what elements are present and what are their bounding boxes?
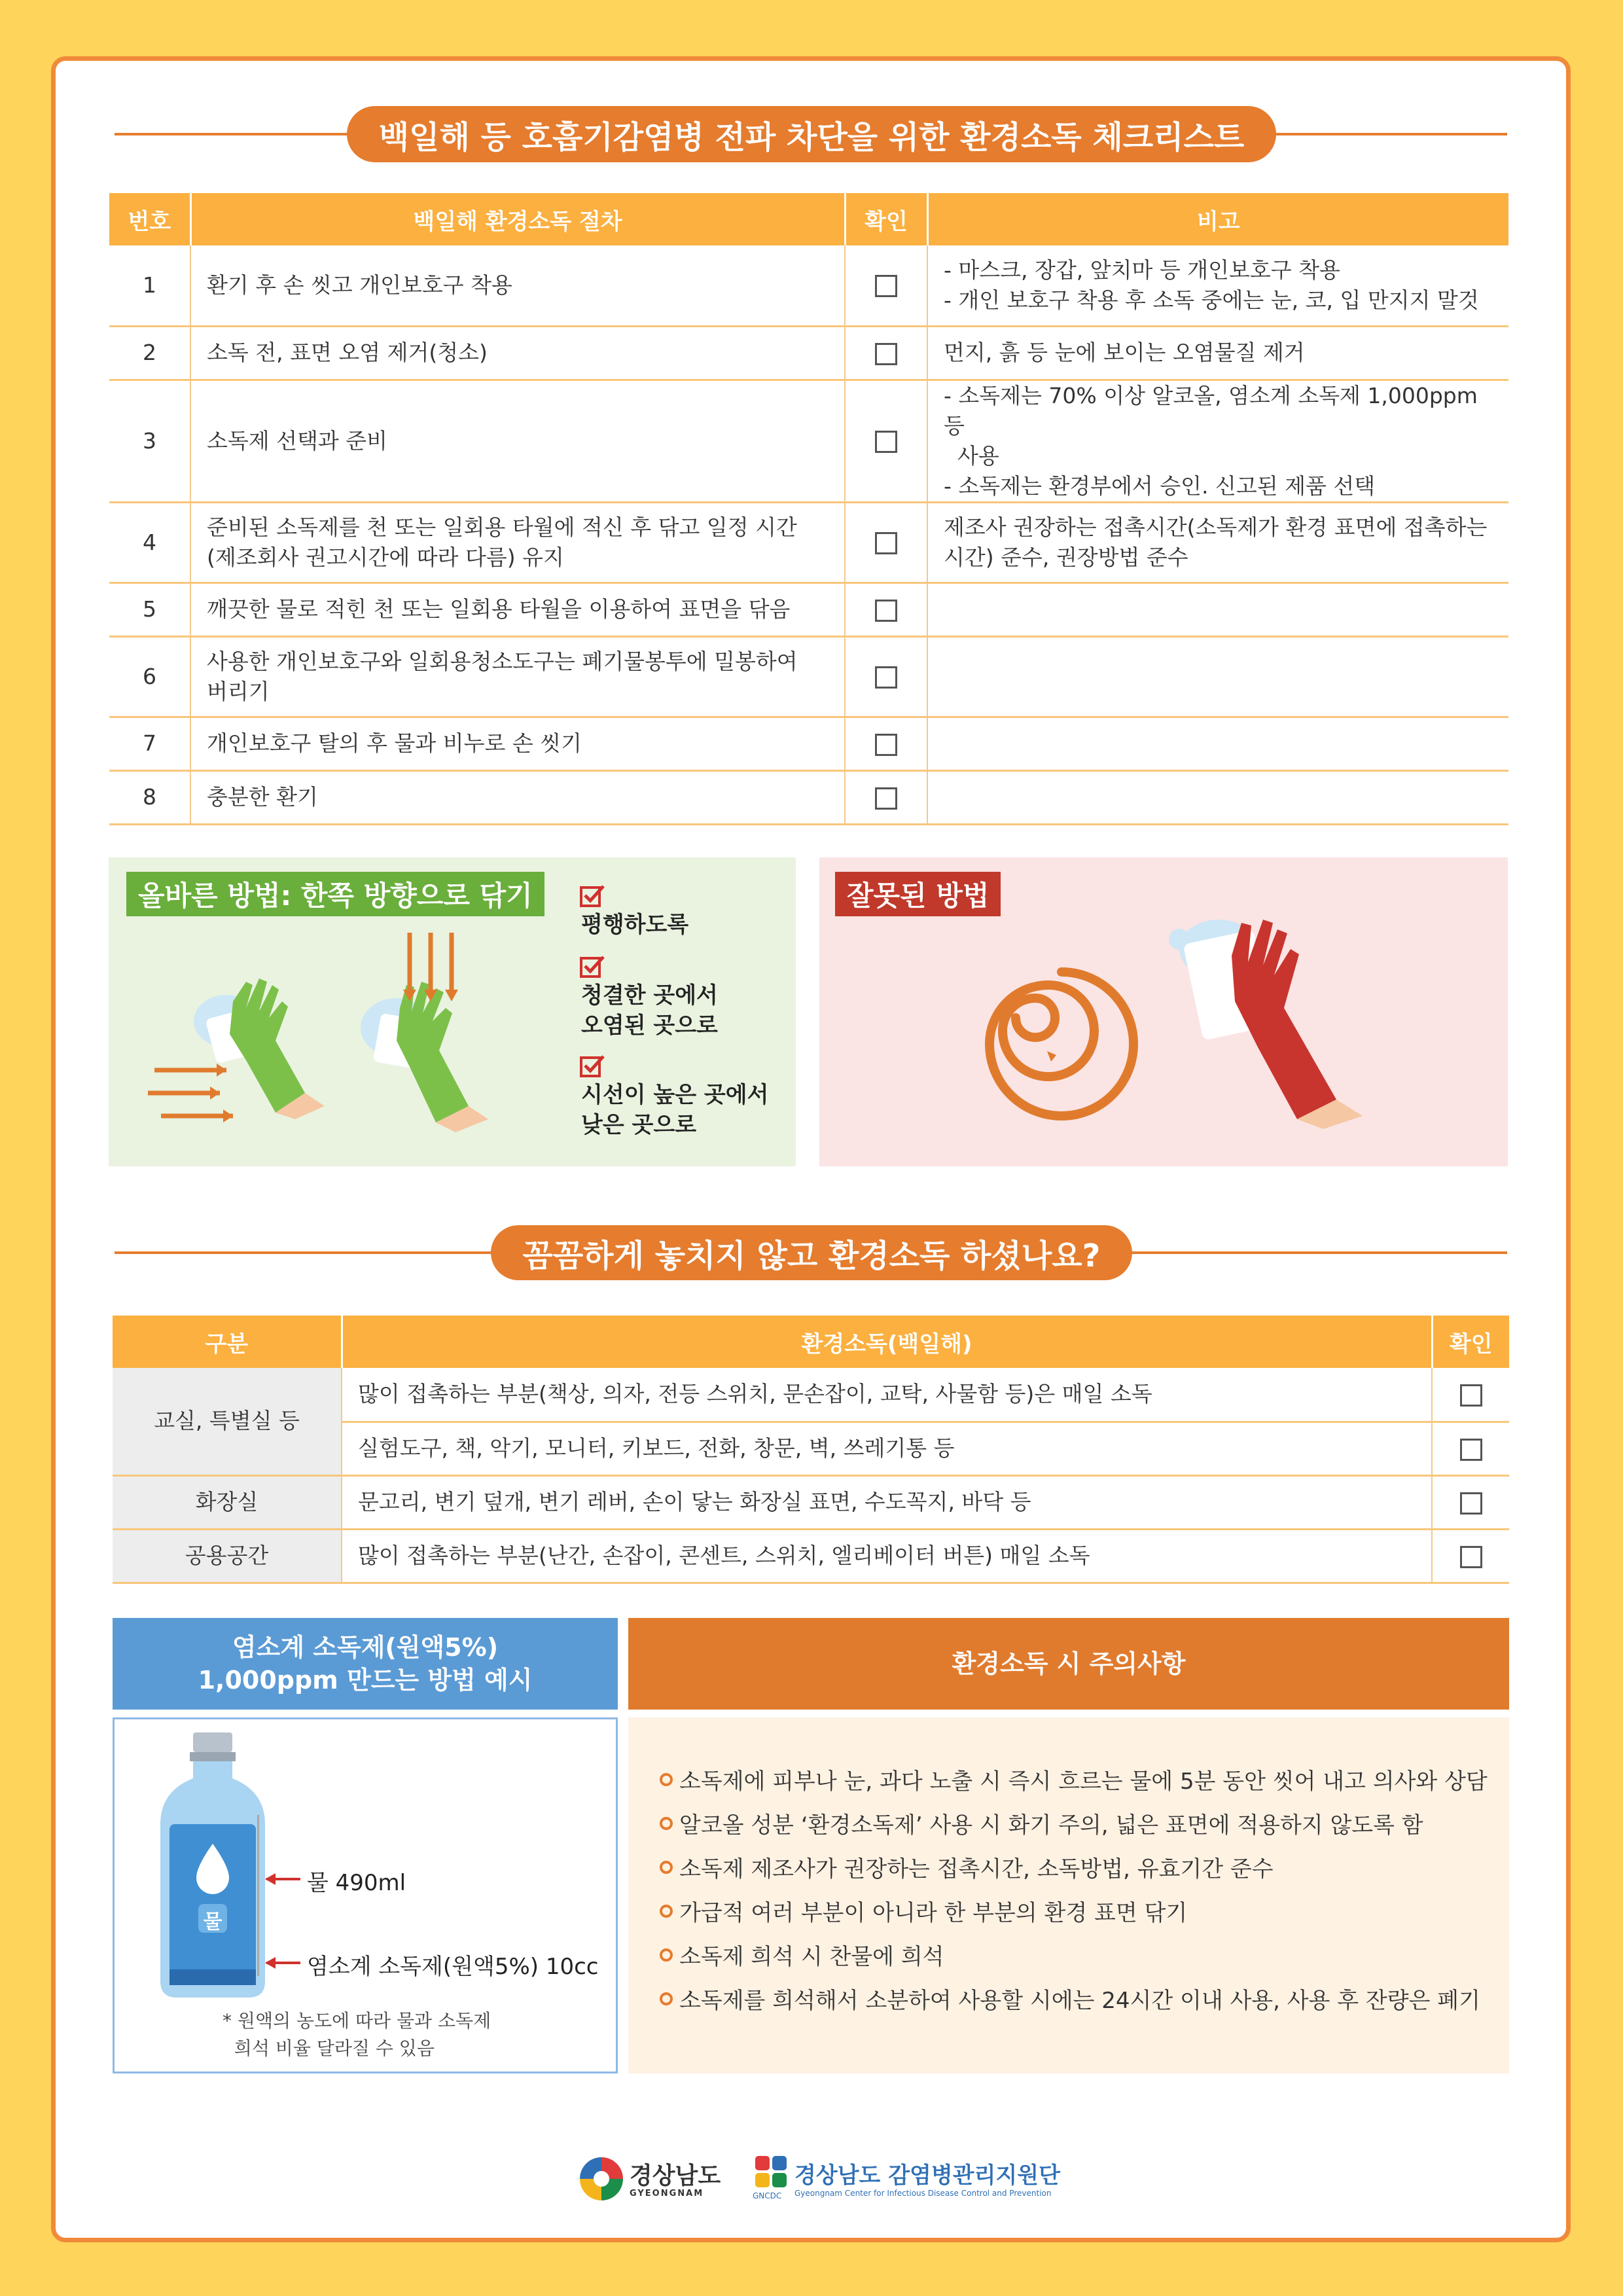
checkbox[interactable] xyxy=(1460,1439,1482,1461)
row-step: 소독제 선택과 준비 xyxy=(190,380,845,502)
bullet-ring-icon xyxy=(660,1948,673,1962)
table-row xyxy=(109,770,1508,824)
caution-item xyxy=(660,1939,944,1971)
row-note xyxy=(927,326,1508,380)
caution-item xyxy=(660,1807,1423,1839)
row-step: 환기 후 손 씻고 개인보호구 착용 xyxy=(190,245,845,326)
row-number: 6 xyxy=(109,636,190,717)
table-row xyxy=(109,380,1508,502)
checkbox[interactable] xyxy=(875,787,897,810)
checkbox[interactable] xyxy=(1460,1546,1482,1568)
col-header-step: 백일해 환경소독 절차 xyxy=(190,193,845,245)
circular-wiping-illustration xyxy=(970,903,1389,1152)
checklist-title: 백일해 등 호흡기감염병 전파 차단을 위한 환경소독 체크리스트 xyxy=(347,106,1276,162)
row-number: 2 xyxy=(109,326,190,380)
row-category: 화장실 xyxy=(113,1475,342,1529)
checkbox[interactable] xyxy=(875,600,897,622)
tip-high-to-low: 시선이 높은 곳에서 낮은 곳으로 xyxy=(581,1082,769,1138)
note-line: 먼지, 흙 등 눈에 보이는 오염물질 제거 xyxy=(944,340,1305,365)
row-step: 소독 전, 표면 오염 제거(청소) xyxy=(190,326,845,380)
checkbox[interactable] xyxy=(875,431,897,453)
note-line: 제조사 권장하는 접촉시간(소독제가 환경 표면에 접촉하는 xyxy=(944,514,1488,540)
area-checklist-table xyxy=(113,1316,1509,1584)
gncdc-name: 경상남도 감염병관리지원단 xyxy=(794,2162,1060,2189)
step-line: 사용한 개인보호구와 일회용청소도구는 폐기물봉투에 밀봉하여 xyxy=(207,648,798,674)
correct-method-panel xyxy=(109,857,796,1166)
row-number: 1 xyxy=(109,245,190,326)
tip-parallel: 평행하도록 xyxy=(581,912,689,938)
note-line: 시간) 준수, 권장방법 준수 xyxy=(944,544,1188,570)
col-header-note: 비고 xyxy=(927,193,1508,245)
table-row xyxy=(113,1475,1509,1529)
water-amount: 물 490ml xyxy=(307,1870,406,1896)
table-row xyxy=(109,636,1508,717)
table-row xyxy=(109,502,1508,583)
checkbox[interactable] xyxy=(875,666,897,689)
bullet-ring-icon xyxy=(660,1992,673,2005)
note-line: - 소독제는 70% 이상 알코올, 염소계 소독제 1,000ppm 등 xyxy=(944,382,1478,439)
step-line: 버리기 xyxy=(207,678,270,704)
row-number: 5 xyxy=(109,583,190,636)
bullet-ring-icon xyxy=(660,1773,673,1786)
checkbox[interactable] xyxy=(875,275,897,297)
step-line: (제조회사 권고시간에 따라 다름) 유지 xyxy=(207,544,564,570)
row-step xyxy=(190,636,845,717)
bullet-ring-icon xyxy=(660,1905,673,1918)
caution-text: 소독제 제조사가 권장하는 접촉시간, 소독방법, 유효기간 준수 xyxy=(679,1856,1274,1882)
note-line: - 소독제는 환경부에서 승인. 신고된 제품 선택 xyxy=(944,473,1376,499)
table-row xyxy=(109,717,1508,770)
row-number: 4 xyxy=(109,502,190,583)
row-note xyxy=(927,245,1508,326)
table-row xyxy=(113,1368,1509,1422)
col-header-item: 환경소독(백일해) xyxy=(342,1316,1432,1368)
arrow-left-icon xyxy=(264,1955,303,1971)
row-note xyxy=(927,636,1508,717)
row-note xyxy=(927,502,1508,583)
col-header-check: 확인 xyxy=(845,193,927,245)
row-note xyxy=(927,717,1508,770)
wrong-method-panel xyxy=(819,857,1508,1166)
row-step: 개인보호구 탈의 후 물과 비누로 손 씻기 xyxy=(190,717,845,770)
caution-text: 소독제를 희석해서 소분하여 사용할 시에는 24시간 이내 사용, 사용 후 잔량은 폐기 xyxy=(679,1988,1480,2014)
row-item: 실험도구, 책, 악기, 모니터, 키보드, 전화, 창문, 벽, 쓰레기통 등 xyxy=(342,1422,1432,1475)
caution-item xyxy=(660,1851,1274,1883)
checkbox-check-icon xyxy=(580,954,606,979)
caution-text: 가급적 여러 부분이 아니라 한 부분의 환경 표면 닦기 xyxy=(679,1900,1188,1926)
checkbox[interactable] xyxy=(875,734,897,756)
bullet-ring-icon xyxy=(660,1817,673,1830)
row-step: 충분한 환기 xyxy=(190,770,845,824)
row-number: 7 xyxy=(109,717,190,770)
recipe-panel xyxy=(113,1717,618,2073)
row-note xyxy=(927,380,1508,502)
row-category: 교실, 특별실 등 xyxy=(113,1368,342,1475)
caution-item xyxy=(660,1763,1488,1795)
row-step: 깨끗한 물로 적힌 천 또는 일회용 타월을 이용하여 표면을 닦음 xyxy=(190,583,845,636)
correct-wiping-illustration xyxy=(148,929,527,1152)
wrong-method-label: 잘못된 방법 xyxy=(835,872,1001,916)
second-title: 꼼꼼하게 놓치지 않고 환경소독 하셨나요? xyxy=(491,1225,1132,1280)
checkbox[interactable] xyxy=(1460,1384,1482,1407)
row-note xyxy=(927,583,1508,636)
tip-clean-to-dirty: 청결한 곳에서 오염된 곳으로 xyxy=(581,982,718,1039)
caution-item xyxy=(660,1982,1480,2015)
row-item: 문고리, 변기 덮개, 변기 레버, 손이 닿는 화장실 표면, 수도꼭지, 바닥 등 xyxy=(342,1475,1432,1529)
bleach-amount: 염소계 소독제(원액5%) 10cc xyxy=(307,1954,599,1980)
note-line: - 마스크, 장갑, 앞치마 등 개인보호구 착용 xyxy=(944,257,1340,283)
checklist-table xyxy=(109,193,1508,825)
caution-item xyxy=(660,1895,1187,1927)
caution-title: 환경소독 시 주의사항 xyxy=(628,1618,1509,1710)
table-row xyxy=(109,326,1508,380)
bullet-ring-icon xyxy=(660,1861,673,1874)
gyeongnam-sub: GYEONGNAM xyxy=(630,2189,704,2198)
arrow-left-icon xyxy=(264,1871,303,1887)
checkbox[interactable] xyxy=(1460,1492,1482,1515)
gyeongnam-logo-icon xyxy=(579,2156,624,2202)
table-row xyxy=(113,1529,1509,1583)
gncdc-logo-icon xyxy=(754,2155,788,2189)
checkbox[interactable] xyxy=(875,343,897,365)
recipe-title: 염소계 소독제(원액5%) 1,000ppm 만드는 방법 예시 xyxy=(113,1618,618,1710)
checkbox[interactable] xyxy=(875,532,897,554)
caution-text: 알코올 성분 ‘환경소독제’ 사용 시 화기 주의, 넓은 표면에 적용하지 않도록 함 xyxy=(679,1812,1423,1839)
row-item: 많이 접촉하는 부분(책상, 의자, 전등 스위치, 문손잡이, 교탁, 사물함 등)은 매일 소독 xyxy=(342,1368,1432,1422)
caution-text: 소독제 희석 시 찬물에 희석 xyxy=(679,1944,944,1970)
caution-text: 소독제에 피부나 눈, 과다 노출 시 즉시 흐르는 물에 5분 동안 씻어 내고 의사와 상담 xyxy=(679,1768,1488,1795)
gncdc-sub: Gyeongnam Center for Infectious Disease Control and Prevention xyxy=(794,2189,1052,2198)
note-line: 사용 xyxy=(944,442,999,469)
row-number: 3 xyxy=(109,380,190,502)
bottle-label: 물 xyxy=(203,1910,223,1933)
col-header-check: 확인 xyxy=(1432,1316,1509,1368)
measure-line xyxy=(257,1815,259,1976)
col-header-category: 구분 xyxy=(113,1316,342,1368)
table-row xyxy=(109,583,1508,636)
row-item: 많이 접촉하는 부분(난간, 손잡이, 콘센트, 스위치, 엘리베이터 버튼) 매일 소독 xyxy=(342,1529,1432,1583)
checkbox-check-icon xyxy=(580,1054,606,1079)
gncdc-abbr: GNCDC xyxy=(753,2191,782,2200)
checkbox-check-icon xyxy=(580,884,606,908)
row-step xyxy=(190,502,845,583)
row-number: 8 xyxy=(109,770,190,824)
note-line: - 개인 보호구 착용 후 소독 중에는 눈, 코, 입 만지지 말것 xyxy=(944,287,1479,313)
correct-method-label: 올바른 방법: 한쪽 방향으로 닦기 xyxy=(126,872,544,916)
gyeongnam-name: 경상남도 xyxy=(630,2162,721,2189)
row-category: 공용공간 xyxy=(113,1529,342,1583)
recipe-footnote: * 원액의 농도에 따라 물과 소독제 희석 비율 달라질 수 있음 xyxy=(223,2010,491,2059)
row-note xyxy=(927,770,1508,824)
col-header-num: 번호 xyxy=(109,193,190,245)
table-row xyxy=(109,245,1508,326)
step-line: 준비된 소독제를 천 또는 일회용 타월에 적신 후 닦고 일정 시간 xyxy=(207,514,797,540)
